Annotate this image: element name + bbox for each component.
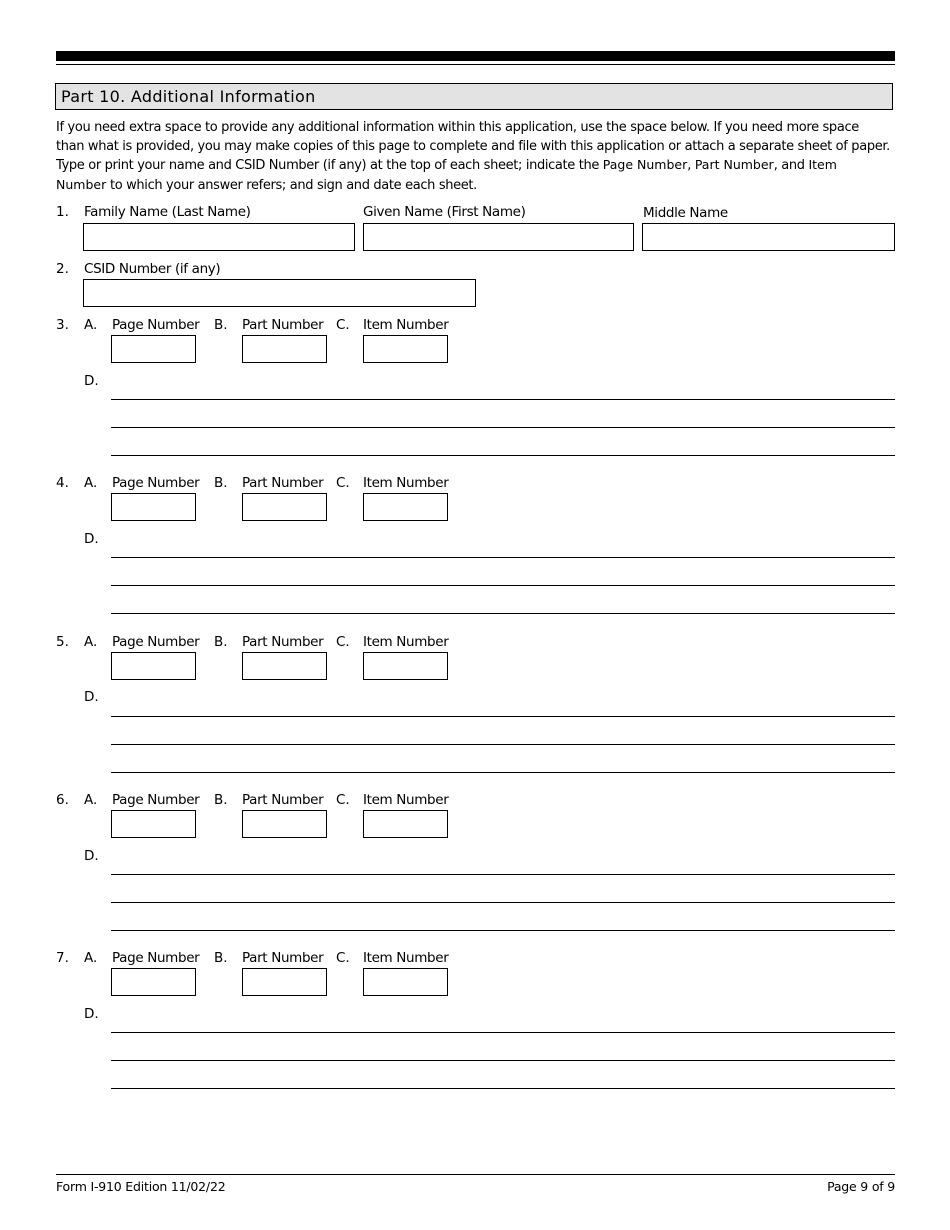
csid-number-label: CSID Number (if any) (84, 261, 221, 277)
entry-b-marker: B. (214, 317, 228, 333)
instructions-line-3 (56, 156, 901, 176)
answer-line[interactable] (111, 716, 895, 717)
part-number-field[interactable] (242, 968, 327, 996)
item-number-label: Item Number (363, 792, 449, 808)
answer-line[interactable] (111, 902, 895, 903)
answer-line[interactable] (111, 1060, 895, 1061)
entry-b-marker: B. (214, 950, 228, 966)
answer-line[interactable] (111, 1032, 895, 1033)
item-2-number: 2. (56, 261, 69, 277)
answer-line[interactable] (111, 772, 895, 773)
page-number-reference: Page Number (602, 157, 688, 172)
entry-c-marker: C. (336, 634, 350, 650)
csid-number-field[interactable] (83, 279, 476, 307)
separator-text: , (687, 158, 695, 173)
answer-line[interactable] (111, 585, 895, 586)
page-number-field[interactable] (111, 493, 196, 521)
item-number-reference: Item (808, 157, 837, 172)
instructions-paragraph (56, 119, 901, 195)
entry-number: 7. (56, 950, 69, 966)
part-number-field[interactable] (242, 335, 327, 363)
answer-line[interactable] (111, 427, 895, 428)
entry-b-marker: B. (214, 792, 228, 808)
entry-a-marker: A. (84, 950, 98, 966)
given-name-field[interactable] (363, 223, 634, 251)
top-thin-rule (56, 64, 895, 65)
page-number-label: Page Number (112, 634, 200, 650)
entry-number: 3. (56, 317, 69, 333)
entry-c-marker: C. (336, 475, 350, 491)
entry-number: 4. (56, 475, 69, 491)
entry-d-marker: D. (84, 373, 99, 389)
entry-c-marker: C. (336, 317, 350, 333)
part-number-label: Part Number (242, 317, 324, 333)
part-header: Part 10. Additional Information (55, 83, 893, 110)
part-number-field[interactable] (242, 493, 327, 521)
answer-line[interactable] (111, 399, 895, 400)
entry-d-marker: D. (84, 531, 99, 547)
part-number-label: Part Number (242, 634, 324, 650)
entry-c-marker: C. (336, 792, 350, 808)
item-number-label: Item Number (363, 317, 449, 333)
part-number-label: Part Number (242, 950, 324, 966)
entry-d-marker: D. (84, 689, 99, 705)
item-number-field[interactable] (363, 652, 448, 680)
page-number-label: Page Number (112, 950, 200, 966)
answer-line[interactable] (111, 613, 895, 614)
answer-line[interactable] (111, 874, 895, 875)
item-number-field[interactable] (363, 335, 448, 363)
entry-a-marker: A. (84, 634, 98, 650)
instructions-line-2: than what is provided, you may make copies of this page to complete and file with this application or attach a separate sheet of paper. (56, 138, 890, 154)
answer-line[interactable] (111, 1088, 895, 1089)
part-number-label: Part Number (242, 792, 324, 808)
part-number-reference: Part Number (694, 157, 774, 172)
page-number-field[interactable] (111, 335, 196, 363)
middle-name-field[interactable] (642, 223, 895, 251)
item-1-number: 1. (56, 204, 69, 220)
answer-line[interactable] (111, 557, 895, 558)
page-number-field[interactable] (111, 652, 196, 680)
family-name-field[interactable] (83, 223, 355, 251)
page-number-field[interactable] (111, 968, 196, 996)
item-number-field[interactable] (363, 810, 448, 838)
form-edition: Form I-910 Edition 11/02/22 (56, 1179, 226, 1194)
instructions-line-1: If you need extra space to provide any additional information within this application, use the space below. If you need more space (56, 120, 859, 135)
entry-d-marker: D. (84, 848, 99, 864)
item-number-field[interactable] (363, 968, 448, 996)
entry-a-marker: A. (84, 792, 98, 808)
page-number-label: Page Number (112, 317, 200, 333)
item-number-label: Item Number (363, 475, 449, 491)
entry-number: 5. (56, 634, 69, 650)
entry-b-marker: B. (214, 475, 228, 491)
entry-d-marker: D. (84, 1006, 99, 1022)
item-number-label: Item Number (363, 634, 449, 650)
given-name-label: Given Name (First Name) (363, 204, 526, 220)
answer-line[interactable] (111, 930, 895, 931)
page-number-label: Page Number (112, 792, 200, 808)
item-number-field[interactable] (363, 493, 448, 521)
entry-b-marker: B. (214, 634, 228, 650)
entry-number: 6. (56, 792, 69, 808)
answer-line[interactable] (111, 744, 895, 745)
instructions-line-4 (56, 176, 901, 196)
entry-a-marker: A. (84, 317, 98, 333)
separator-text: , and (773, 158, 809, 173)
page-indicator: Page 9 of 9 (827, 1179, 895, 1194)
part-number-label: Part Number (242, 475, 324, 491)
part-number-field[interactable] (242, 810, 327, 838)
instructions-text: Type or print your name and CSID Number (if any) at the top of each sheet; indicate the (56, 158, 603, 173)
answer-line[interactable] (111, 455, 895, 456)
family-name-label: Family Name (Last Name) (84, 204, 251, 220)
page-number-label: Page Number (112, 475, 200, 491)
entry-c-marker: C. (336, 950, 350, 966)
top-thick-rule (56, 51, 895, 61)
item-number-reference-cont: Number (56, 176, 107, 192)
entry-a-marker: A. (84, 475, 98, 491)
item-number-label: Item Number (363, 950, 449, 966)
part-number-field[interactable] (242, 652, 327, 680)
page-number-field[interactable] (111, 810, 196, 838)
middle-name-label: Middle Name (643, 205, 728, 221)
instructions-text: to which your answer refers; and sign and date each sheet. (106, 177, 477, 193)
footer-rule (56, 1174, 895, 1175)
